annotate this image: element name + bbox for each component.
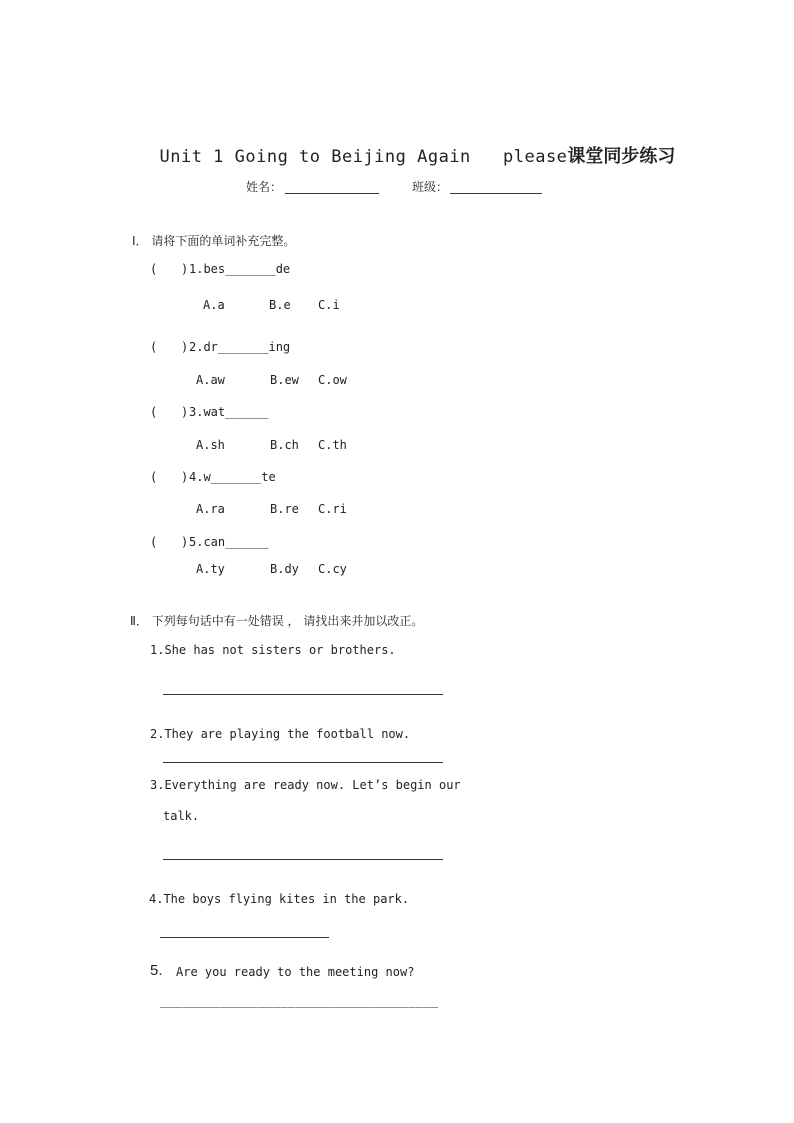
question-text: 2.dr_______ing: [189, 340, 291, 354]
sentence-3-continued: talk.: [163, 809, 200, 823]
question-text: 5.can______: [189, 535, 269, 549]
answer-paren-close: ): [181, 262, 189, 276]
answer-paren-close: ): [181, 470, 189, 484]
option-c: C.th: [318, 438, 347, 452]
answer-paren-open: (: [150, 405, 158, 419]
sentence-2: 2.They are playing the football now.: [150, 727, 411, 741]
sentence-3: 3.Everything are ready now. Let’s begin our: [150, 778, 461, 792]
option-b: B.ew: [270, 373, 299, 387]
option-a: A.aw: [196, 373, 225, 387]
answer-paren-close: ): [181, 535, 189, 549]
class-label: 班级：: [412, 180, 449, 194]
section1-heading: Ⅰ． 请将下面的单词补充完整。: [132, 234, 296, 248]
answer-line-5[interactable]: _____________________________________: [160, 994, 439, 1008]
sentence-1: 1.She has not sisters or brothers.: [150, 643, 396, 657]
name-blank[interactable]: [285, 193, 379, 194]
answer-line-1[interactable]: [163, 694, 443, 695]
option-a: A.a: [203, 298, 225, 312]
option-b: B.re: [270, 502, 299, 516]
answer-paren-open: (: [150, 535, 158, 549]
title-english: Unit 1 Going to Beijing Again please: [159, 147, 568, 167]
option-c: C.cy: [318, 562, 347, 576]
option-c: C.ri: [318, 502, 347, 516]
question-text: 3.wat______: [189, 405, 269, 419]
option-b: B.dy: [270, 562, 299, 576]
option-b: B.ch: [270, 438, 299, 452]
sentence-5: Are you ready to the meeting now?: [176, 965, 415, 979]
answer-line-4[interactable]: [160, 937, 329, 938]
sentence-4: 4.The boys flying kites in the park.: [149, 892, 410, 906]
option-a: A.ra: [196, 502, 225, 516]
question-text: 4.w_______te: [189, 470, 276, 484]
name-label: 姓名：: [246, 180, 283, 194]
class-blank[interactable]: [450, 193, 542, 194]
answer-paren-close: ): [181, 405, 189, 419]
answer-paren-open: (: [150, 262, 158, 276]
option-c: C.i: [318, 298, 340, 312]
answer-line-3[interactable]: [163, 859, 443, 860]
option-c: C.ow: [318, 373, 347, 387]
option-a: A.ty: [196, 562, 225, 576]
answer-paren-open: (: [150, 470, 158, 484]
section2-heading: Ⅱ． 下列每句话中有一处错误 ， 请找出来并加以改正。: [130, 614, 424, 628]
option-b: B.e: [269, 298, 291, 312]
answer-line-2[interactable]: [163, 762, 443, 763]
option-a: A.sh: [196, 438, 225, 452]
sentence-5-number: 5.: [150, 962, 163, 979]
answer-paren-close: ): [181, 340, 189, 354]
question-text: 1.bes_______de: [189, 262, 291, 276]
title-chinese: 课堂同步练习: [567, 146, 676, 167]
answer-paren-open: (: [150, 340, 158, 354]
page-title: [138, 122, 675, 168]
